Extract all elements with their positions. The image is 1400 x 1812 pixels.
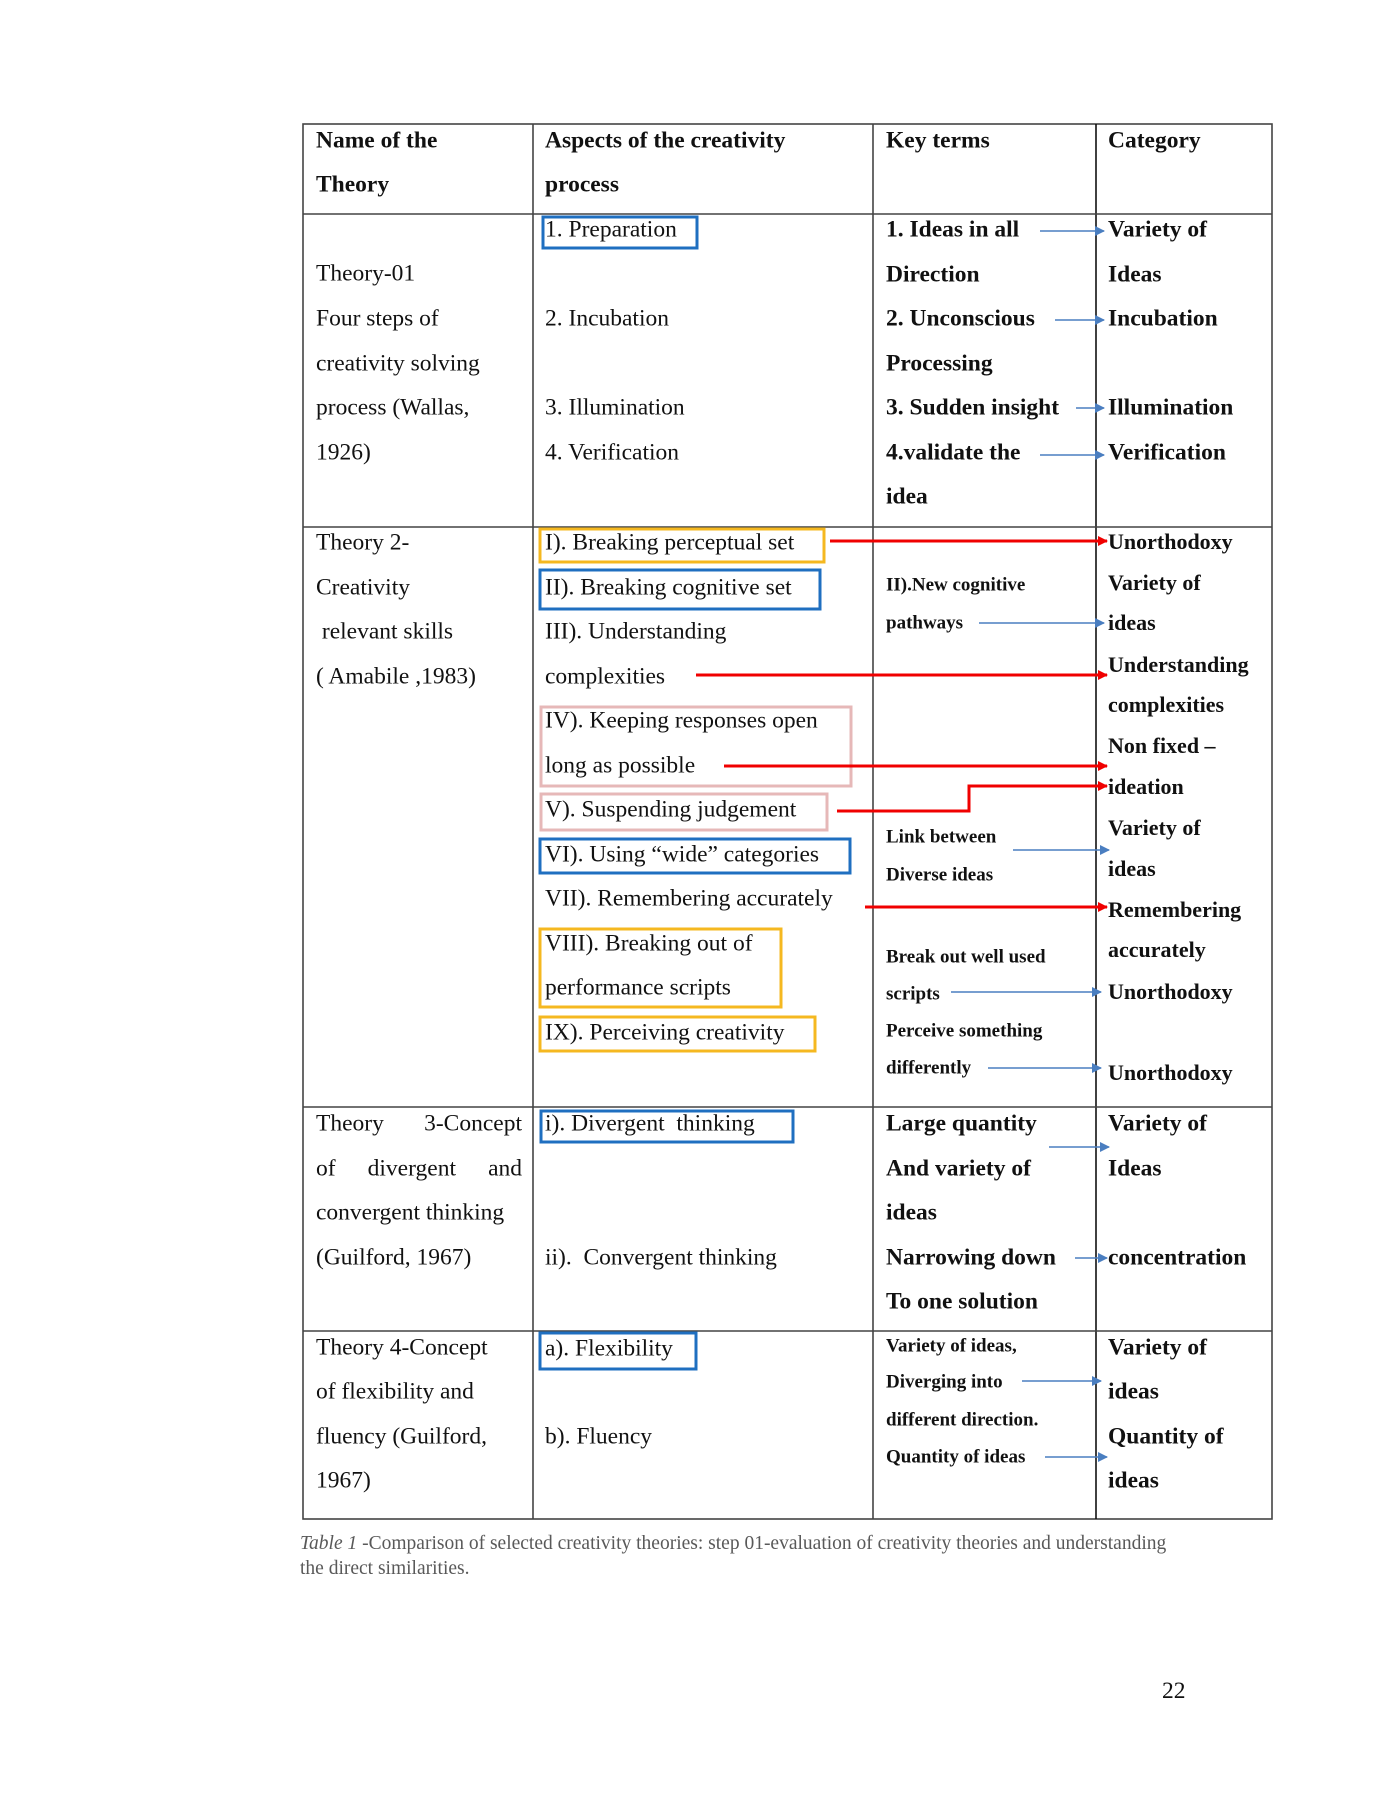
category: Remembering <box>1108 897 1242 922</box>
theory-name: Four steps of <box>316 305 439 332</box>
aspect-item: 3. Illumination <box>545 394 685 421</box>
theory-name: creativity solving <box>316 350 480 377</box>
aspect-item: VII). Remembering accurately <box>545 885 833 912</box>
aspect-item: complexities <box>545 663 666 690</box>
theory-name: (Guilford, 1967) <box>316 1244 472 1271</box>
category: Incubation <box>1108 305 1218 332</box>
key-term: Variety of ideas, <box>886 1335 1017 1357</box>
theory-name: fluency (Guilford, <box>316 1423 487 1450</box>
category: Unorthodoxy <box>1108 979 1233 1004</box>
key-term: 1. Ideas in all <box>886 216 1020 243</box>
theory-word: 3-Concept <box>424 1110 522 1137</box>
aspect-item: V). Suspending judgement <box>545 796 797 823</box>
page-number: 22 <box>1162 1678 1186 1704</box>
key-term: Diverging into <box>886 1371 1003 1393</box>
key-term: And variety of <box>886 1155 1031 1182</box>
aspect-item: performance scripts <box>545 974 731 1001</box>
key-term: Narrowing down <box>886 1244 1056 1271</box>
theory-name <box>316 1157 522 1181</box>
key-term: ideas <box>886 1199 937 1226</box>
key-term: 2. Unconscious <box>886 305 1035 332</box>
category: complexities <box>1108 692 1225 717</box>
aspect-item: II). Breaking cognitive set <box>545 574 792 601</box>
caption-text: -Comparison of selected creativity theories: step 01-evaluation of creativity theories and understanding <box>357 1533 1167 1554</box>
caption-text: the direct similarities. <box>300 1558 470 1579</box>
category: Variety of <box>1108 1110 1207 1137</box>
aspect-item: ii). Convergent thinking <box>545 1244 777 1271</box>
key-term: scripts <box>886 983 940 1005</box>
theory-word: of <box>316 1155 336 1182</box>
category: Non fixed – <box>1108 733 1216 758</box>
aspect-item: I). Breaking perceptual set <box>545 529 795 556</box>
key-term: Diverse ideas <box>886 864 994 886</box>
category: Unorthodoxy <box>1108 529 1233 554</box>
key-term: Direction <box>886 261 980 288</box>
category: ideas <box>1108 1467 1159 1494</box>
category: concentration <box>1108 1244 1247 1271</box>
category: accurately <box>1108 937 1206 962</box>
theory-name: 1926) <box>316 439 371 466</box>
category: Variety of <box>1108 570 1201 595</box>
header-key-terms: Key terms <box>886 127 990 154</box>
key-term: Large quantity <box>886 1110 1037 1137</box>
category: Verification <box>1108 439 1226 466</box>
category: Variety of <box>1108 815 1201 840</box>
aspect-item: VI). Using “wide” categories <box>545 841 820 868</box>
key-term: Quantity of ideas <box>886 1446 1026 1468</box>
table-caption <box>300 1531 1166 1581</box>
theory-name: of flexibility and <box>316 1378 474 1405</box>
aspect-item: a). Flexibility <box>545 1335 673 1362</box>
category: ideas <box>1108 610 1156 635</box>
key-term: 3. Sudden insight <box>886 394 1060 421</box>
highlight-boxes <box>540 217 851 1369</box>
category: ideation <box>1108 774 1184 799</box>
category: Ideas <box>1108 261 1162 288</box>
header-category: Category <box>1108 127 1201 154</box>
theory-name: Theory-01 <box>316 260 416 287</box>
aspect-item: i). Divergent thinking <box>545 1110 755 1137</box>
header-theory-name: Theory <box>316 171 390 198</box>
aspect-item: IX). Perceiving creativity <box>545 1019 785 1046</box>
caption-label: Table 1 <box>300 1533 358 1554</box>
key-term: 4.validate the <box>886 439 1021 466</box>
key-term: Link between <box>886 826 997 848</box>
theory-name: process (Wallas, <box>316 394 470 421</box>
category: Quantity of <box>1108 1423 1224 1450</box>
aspect-item: 1. Preparation <box>545 216 677 243</box>
category: Ideas <box>1108 1155 1162 1182</box>
key-term: pathways <box>886 612 964 634</box>
category: Variety of <box>1108 1334 1207 1361</box>
header-aspects: process <box>545 171 619 198</box>
aspect-item: long as possible <box>545 752 696 779</box>
aspect-item: III). Understanding <box>545 618 727 645</box>
aspect-item: VIII). Breaking out of <box>545 930 753 957</box>
category: Illumination <box>1108 394 1234 421</box>
aspect-item: IV). Keeping responses open <box>545 707 818 734</box>
key-term: differently <box>886 1057 972 1079</box>
theory-word: divergent <box>367 1155 456 1182</box>
theory-name <box>316 1112 522 1136</box>
aspect-item: b). Fluency <box>545 1423 653 1450</box>
category: Variety of <box>1108 216 1207 243</box>
theory-word: Theory <box>316 1110 384 1137</box>
key-term: Break out well used <box>886 946 1046 968</box>
key-term: Perceive something <box>886 1020 1043 1042</box>
red-arrow-suspending <box>837 786 1107 811</box>
aspect-item: 4. Verification <box>545 439 680 466</box>
theory-word: and <box>488 1155 522 1182</box>
key-term: II).New cognitive <box>886 574 1026 596</box>
theory-name: Creativity <box>316 574 410 601</box>
theory-name: convergent thinking <box>316 1199 505 1226</box>
key-term: different direction. <box>886 1409 1039 1431</box>
theory-name: Theory 4-Concept <box>316 1334 488 1361</box>
key-term: idea <box>886 483 928 510</box>
category: ideas <box>1108 1378 1159 1405</box>
category: Understanding <box>1108 652 1249 677</box>
header-aspects: Aspects of the creativity <box>545 127 786 154</box>
aspect-item: 2. Incubation <box>545 305 669 332</box>
category: Unorthodoxy <box>1108 1060 1233 1085</box>
key-term: Processing <box>886 350 993 377</box>
category: ideas <box>1108 856 1156 881</box>
header-theory-name: Name of the <box>316 127 438 154</box>
theory-name: ( Amabile ,1983) <box>316 663 476 690</box>
theory-name: 1967) <box>316 1467 371 1494</box>
theory-name: Theory 2- <box>316 529 410 556</box>
key-term: To one solution <box>886 1288 1038 1315</box>
theory-name: relevant skills <box>316 618 454 645</box>
